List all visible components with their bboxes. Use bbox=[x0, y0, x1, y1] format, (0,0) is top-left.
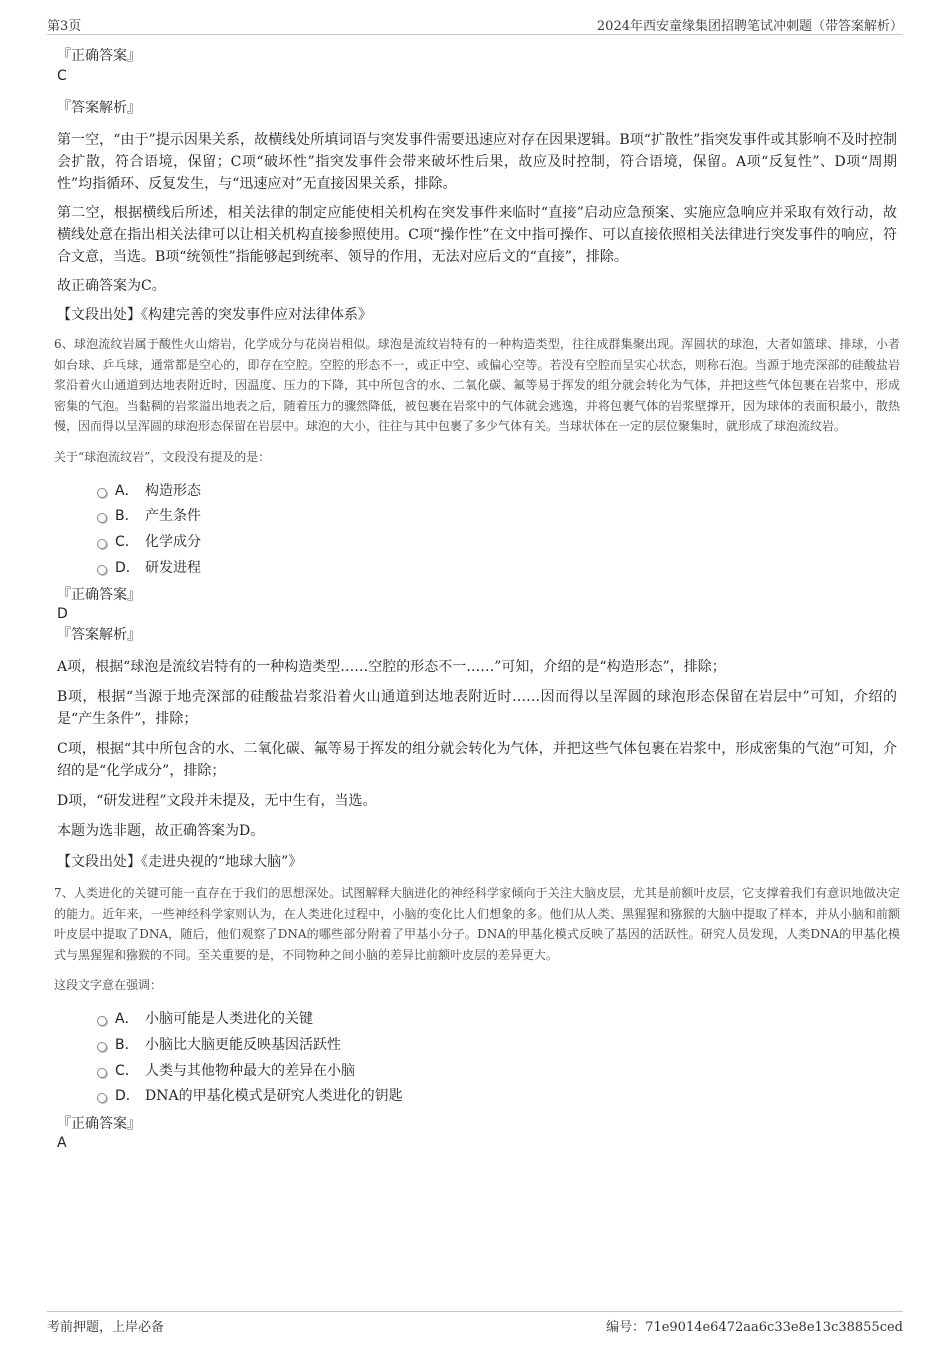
option-letter: B． bbox=[115, 1036, 139, 1053]
q5-conclusion: 故正确答案为C。 bbox=[57, 278, 166, 294]
q6-option-b[interactable] bbox=[57, 506, 897, 532]
option-text: 化学成分 bbox=[145, 533, 201, 550]
q5-analysis-para-2: 第二空，根据横线后所述，相关法律的制定应能使相关机构在突发事件来临时“直接”启动应急预案、实施应急响应并采取有效行动，故横线处意在指出相关法律可以让相关机构直接参照使用。C项“操作性”在文中指可操作、可以直接依照相关法律进行突发事件的响应，符合文意，当选。B项“统领性”指能够起到统率、领导的作用，无法对应后文的“直接”，排除。 bbox=[57, 205, 897, 265]
correct-answer-label: 『正确答案』 bbox=[57, 48, 141, 64]
page-footer bbox=[47, 1311, 903, 1336]
q6-source bbox=[57, 852, 897, 872]
option-text: 小脑比大脑更能反映基因活跃性 bbox=[145, 1036, 341, 1053]
option-letter: D． bbox=[115, 1088, 140, 1105]
option-letter: A． bbox=[115, 1011, 139, 1028]
option-letter: A． bbox=[115, 482, 139, 499]
correct-answer-label: 『正确答案』 bbox=[57, 1116, 141, 1132]
q5-source-title: 《构建完善的突发事件应对法律体系》 bbox=[141, 307, 372, 323]
q6-analysis-b: B项，根据“当源于地壳深部的硅酸盐岩浆沿着火山通道到达地表附近时……因而得以呈浑圆的球泡形态保留在岩层中”可知，介绍的是“产生条件”，排除； bbox=[57, 689, 897, 728]
q7-option-a[interactable] bbox=[57, 1009, 897, 1035]
radio-button[interactable] bbox=[97, 1042, 107, 1052]
radio-button[interactable] bbox=[97, 1016, 107, 1026]
q5-source bbox=[57, 305, 897, 325]
q6-options bbox=[57, 481, 897, 584]
source-prefix: 【文段出处】 bbox=[57, 854, 141, 871]
radio-button[interactable] bbox=[97, 1068, 107, 1078]
analysis-label: 『答案解析』 bbox=[57, 100, 141, 116]
q7-option-d[interactable] bbox=[57, 1086, 897, 1112]
correct-answer-label: 『正确答案』 bbox=[57, 587, 141, 604]
page-header bbox=[47, 14, 903, 35]
radio-button[interactable] bbox=[97, 513, 107, 523]
option-text: 小脑可能是人类进化的关键 bbox=[145, 1011, 313, 1028]
q7-option-c[interactable] bbox=[57, 1061, 897, 1087]
page-content bbox=[54, 42, 900, 1152]
q7-answer: A bbox=[57, 1135, 67, 1151]
option-text: DNA的甲基化模式是研究人类进化的钥匙 bbox=[145, 1088, 403, 1105]
analysis-label: 『答案解析』 bbox=[57, 627, 141, 644]
option-text: 研发进程 bbox=[145, 559, 201, 576]
q7-question: 这段文字意在强调： bbox=[54, 978, 163, 993]
option-letter: C． bbox=[115, 1062, 139, 1079]
document-title: 2024年西安童缘集团招聘笔试冲刺题（带答案解析） bbox=[596, 19, 903, 34]
q6-passage: 6、球泡流纹岩属于酸性火山熔岩，化学成分与花岗岩相似。球泡是流纹岩特有的一种构造类型，往往成群集聚出现。浑圆状的球泡，大者如篮球、排球，小者如台球、乒乓球，通常都是空心的，即存在空腔。空腔的形态不一，或正中空、或偏心空等。若没有空腔而呈实心状态，则称石泡。当源于地壳深部的硅酸盐岩浆沿着火山通道到达地表附近时，因温度、压力的下降，其中所包含的水、二氧化碳、氟等易于挥发的组分就会转化为气体，并把这些气体包裹在岩浆中，形成密集的气泡。当黏稠的岩浆溢出地表之后，随着压力的骤然降低，被包裹在岩浆中的气体就会逃逸，并将包裹气体的岩浆壁撑开，因为球体的表面积最小，散热慢，因而得以呈浑圆的球泡形态保留在岩层中。球泡的大小，往往与其中包裹了多少气体有关。当球状体在一定的层位聚集时，就形成了球泡流纹岩。 bbox=[54, 337, 900, 433]
q6-question: 关于“球泡流纹岩”，文段没有提及的是： bbox=[54, 449, 271, 464]
option-text: 构造形态 bbox=[145, 482, 201, 499]
q7-options bbox=[57, 1009, 897, 1112]
q6-analysis-c: C项，根据“其中所包含的水、二氧化碳、氟等易于挥发的组分就会转化为气体，并把这些气体包裹在岩浆中，形成密集的气泡”可知，介绍的是“化学成分”，排除； bbox=[57, 741, 897, 780]
document-code: 编号：71e9014e6472aa6c33e8e13c38855ced bbox=[606, 1320, 903, 1335]
q7-passage: 7、人类进化的关键可能一直存在于我们的思想深处。试图解释大脑进化的神经科学家倾向于关注大脑皮层，尤其是前额叶皮层，它支撑着我们有意识地做决定的能力。近年来，一些神经科学家则认为，在人类进化过程中，小脑的变化比人们想象的多。他们从人类、黑猩猩和猕猴的大脑中提取了样本，并从小脑和前额叶皮层中提取了DNA，随后，他们观察了DNA的哪些部分附着了甲基小分子。DNA的甲基化模式反映了基因的活跃性。研究人员发现，人类DNA的甲基化模式与黑猩猩和猕猴的不同。至关重要的是，不同物种之间小脑的差异比前额叶皮层的差异更大。 bbox=[54, 886, 900, 962]
radio-button[interactable] bbox=[97, 488, 107, 498]
option-letter: C． bbox=[115, 533, 139, 550]
option-text: 产生条件 bbox=[145, 508, 201, 525]
q6-option-a[interactable] bbox=[57, 481, 897, 507]
q6-conclusion: 本题为选非题，故正确答案为D。 bbox=[57, 823, 265, 840]
q6-answer: D bbox=[57, 606, 68, 623]
q6-option-d[interactable] bbox=[57, 558, 897, 584]
radio-button[interactable] bbox=[97, 539, 107, 549]
q6-option-c[interactable] bbox=[57, 532, 897, 558]
q5-analysis-para-1: 第一空，“由于”提示因果关系，故横线处所填词语与突发事件需要迅速应对存在因果逻辑。B项“扩散性”指突发事件或其影响不及时控制会扩散，符合语境，保留；C项“破坏性”指突发事件会带来破坏性后果，故应及时控制，符合语境，保留。A项“反复性”、D项“周期性”均指循环、反复发生，与“迅速应对”无直接因果关系，排除。 bbox=[57, 132, 897, 192]
option-letter: B． bbox=[115, 508, 139, 525]
q5-answer: C bbox=[57, 68, 67, 84]
q6-source-title: 《走进央视的“地球大脑”》 bbox=[141, 854, 303, 871]
option-text: 人类与其他物种最大的差异在小脑 bbox=[145, 1062, 355, 1079]
page-number: 第3页 bbox=[47, 19, 82, 34]
option-letter: D． bbox=[115, 559, 140, 576]
radio-button[interactable] bbox=[97, 1093, 107, 1103]
radio-button[interactable] bbox=[97, 565, 107, 575]
q6-analysis-a: A项，根据“球泡是流纹岩特有的一种构造类型……空腔的形态不一……”可知，介绍的是“构造形态”，排除； bbox=[57, 659, 726, 676]
source-prefix: 【文段出处】 bbox=[57, 307, 141, 323]
q7-option-b[interactable] bbox=[57, 1035, 897, 1061]
q6-analysis-d: D项，“研发进程”文段并未提及，无中生有，当选。 bbox=[57, 793, 377, 810]
footer-slogan: 考前押题，上岸必备 bbox=[47, 1320, 165, 1335]
